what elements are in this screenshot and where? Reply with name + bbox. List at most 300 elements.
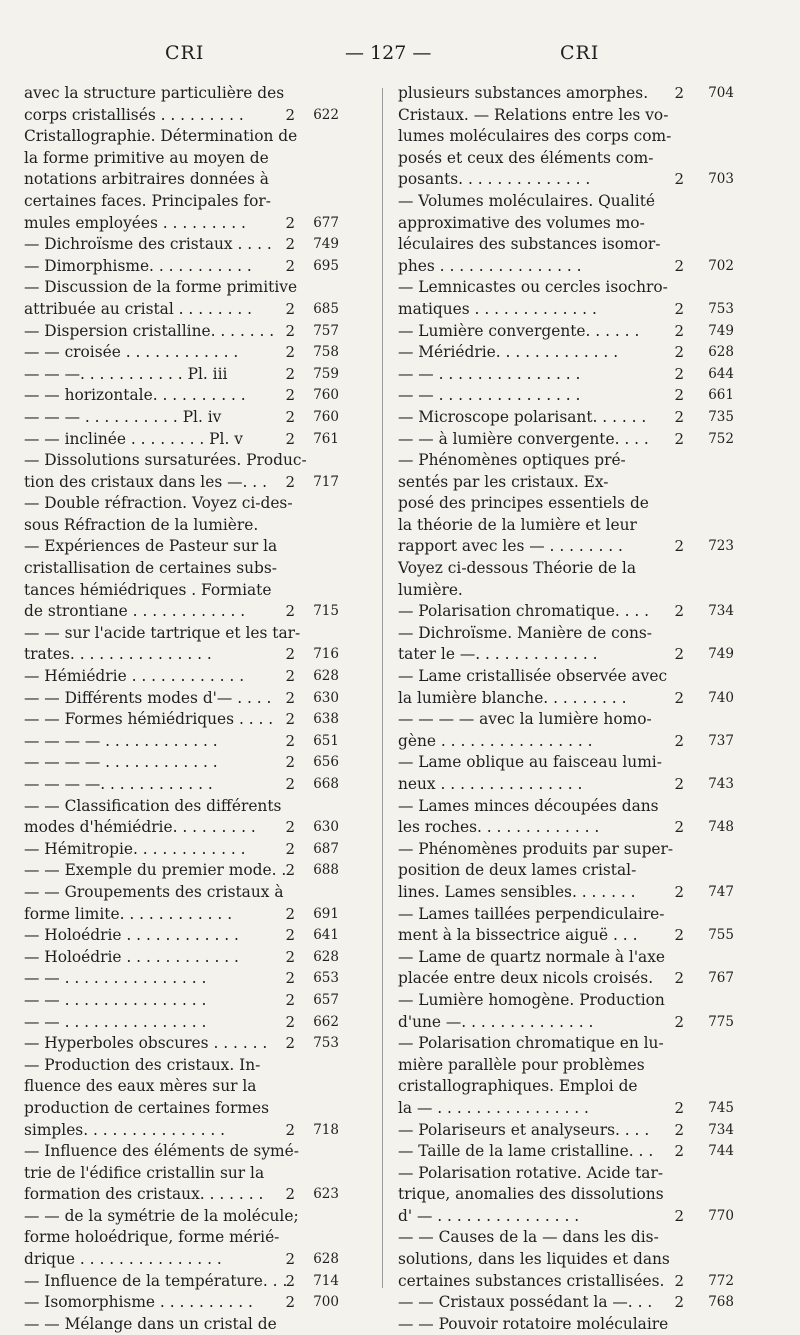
entry-text: tater le —. . . . . . . . . . . . .	[398, 645, 598, 664]
index-entry-line	[24, 321, 339, 343]
entry-text: — Lames minces découpées dans	[398, 796, 659, 815]
volume-number: 2	[285, 731, 295, 750]
index-entry-line	[398, 1098, 734, 1120]
page-reference: 716	[313, 646, 339, 663]
entry-text: — — Classification des différents	[24, 796, 282, 815]
entry-text: placée entre deux nicols croisés.	[398, 969, 654, 988]
index-entry-line	[398, 839, 734, 861]
index-entry-line	[24, 860, 339, 882]
entry-text: formation des cristaux. . . . . . .	[24, 1185, 264, 1204]
index-entry	[24, 774, 339, 796]
index-entry-line	[24, 105, 339, 127]
index-entry	[398, 321, 734, 343]
index-entry	[24, 450, 339, 493]
index-entry-line	[398, 148, 734, 170]
volume-number: 2	[285, 904, 295, 923]
entry-text: — Holoédrie . . . . . . . . . . . .	[24, 926, 239, 945]
entry-text: posés et ceux des éléments com-	[398, 148, 654, 167]
entry-text: — — — — avec la lumière homo-	[398, 710, 652, 729]
index-entry-line	[398, 1120, 734, 1142]
entry-text: — Dichroïsme des cristaux . . . .	[24, 235, 272, 254]
index-entry-line	[24, 580, 339, 602]
page-number: — 127 —	[345, 42, 432, 64]
page-reference: 723	[708, 538, 734, 555]
index-entry	[24, 429, 339, 451]
page-reference: 702	[708, 257, 734, 274]
page-reference: 704	[708, 85, 734, 101]
volume-number: 2	[285, 472, 295, 491]
index-entry	[24, 968, 339, 990]
index-entry-line	[398, 191, 734, 213]
index-entry-line	[398, 752, 734, 774]
index-entry-line	[398, 536, 734, 558]
page-reference: 747	[708, 883, 734, 900]
entry-text: — — Exemple du premier mode. .	[24, 861, 287, 880]
index-entry-line	[398, 1206, 734, 1228]
index-entry	[24, 1055, 339, 1141]
volume-number: 2	[285, 235, 295, 254]
volume-number: 2	[285, 256, 295, 275]
volume-number: 2	[674, 818, 684, 837]
page-reference: 770	[708, 1207, 734, 1224]
index-entry-line	[398, 882, 734, 904]
page-reference: 753	[313, 1035, 339, 1052]
left-column	[24, 83, 339, 1335]
index-entry-line	[24, 536, 339, 558]
entry-text: trates. . . . . . . . . . . . . . .	[24, 645, 212, 664]
index-entry-line	[398, 126, 734, 148]
entry-text: trie de l'édifice cristallin sur la	[24, 1163, 265, 1182]
volume-number: 2	[285, 602, 295, 621]
index-entry-line	[24, 450, 339, 472]
page-reference: 757	[313, 322, 339, 339]
page-reference: 656	[313, 754, 339, 771]
entry-text: — — . . . . . . . . . . . . . . .	[24, 969, 207, 988]
entry-text: — — sur l'acide tartrique et les tar-	[24, 623, 301, 642]
index-entry-line	[24, 601, 339, 623]
page-reference: 657	[313, 991, 339, 1008]
index-entry-line	[398, 860, 734, 882]
page-reference: 685	[313, 300, 339, 317]
entry-text: — Phénomènes produits par super-	[398, 839, 674, 858]
index-entry	[24, 407, 339, 429]
entry-text: — — — . . . . . . . . . . Pl. iv	[24, 407, 222, 426]
volume-number: 2	[285, 688, 295, 707]
entry-text: — — Causes de la — dans les dis-	[398, 1228, 659, 1247]
index-entry-line	[398, 644, 734, 666]
entry-text: — — Différents modes d'— . . . .	[24, 688, 272, 707]
index-entry	[24, 1141, 339, 1206]
entry-text: — — Formes hémiédriques . . . .	[24, 710, 274, 729]
index-entry-line	[398, 1227, 734, 1249]
index-entry	[24, 947, 339, 969]
volume-number: 2	[285, 1250, 295, 1269]
index-entry-line	[398, 385, 734, 407]
index-entry	[24, 709, 339, 731]
index-entry-line	[24, 925, 339, 947]
index-entry-line	[24, 904, 339, 926]
volume-number: 2	[285, 1120, 295, 1139]
index-entry	[24, 796, 339, 839]
index-entry	[24, 364, 339, 386]
entry-text: — Production des cristaux. In-	[24, 1055, 261, 1074]
index-entry	[398, 83, 734, 105]
volume-number: 2	[674, 84, 684, 102]
entry-text: — — horizontale. . . . . . . . . .	[24, 386, 246, 405]
volume-number: 2	[285, 321, 295, 340]
volume-number: 2	[674, 386, 684, 405]
entry-text: les roches. . . . . . . . . . . . .	[398, 818, 600, 837]
entry-text: léculaires des substances isomor-	[398, 235, 661, 254]
index-entry	[398, 839, 734, 904]
entry-text: avec la structure particulière des	[24, 84, 285, 102]
index-entry	[398, 947, 734, 990]
volume-number: 2	[285, 947, 295, 966]
index-entry	[24, 256, 339, 278]
index-entry-line	[24, 839, 339, 861]
index-entry-line	[24, 817, 339, 839]
index-entry	[398, 385, 734, 407]
volume-number: 2	[674, 429, 684, 448]
index-entry	[398, 796, 734, 839]
index-entry-line	[24, 990, 339, 1012]
volume-number: 2	[285, 818, 295, 837]
page-reference: 768	[708, 1294, 734, 1311]
entry-text: — Lame oblique au faisceau lumi-	[398, 753, 662, 772]
index-entry-line	[24, 666, 339, 688]
index-entry-line	[398, 169, 734, 191]
volume-number: 2	[285, 753, 295, 772]
page-reference: 740	[708, 689, 734, 706]
index-entry-line	[398, 1033, 734, 1055]
entry-text: drique . . . . . . . . . . . . . . .	[24, 1250, 222, 1269]
index-entry-line	[398, 1012, 734, 1034]
entry-text: — — . . . . . . . . . . . . . . .	[398, 386, 581, 405]
page-reference: 623	[313, 1186, 339, 1203]
entry-text: — Hémiédrie . . . . . . . . . . . .	[24, 667, 245, 686]
volume-number: 2	[285, 343, 295, 362]
index-entry-line	[398, 1292, 734, 1314]
page-reference: 628	[708, 344, 734, 361]
volume-number: 2	[285, 667, 295, 686]
index-entry-line	[24, 1033, 339, 1055]
index-entry	[398, 623, 734, 666]
entry-text: — Discussion de la forme primitive	[24, 278, 298, 297]
entry-text: cristallographiques. Emploi de	[398, 1077, 638, 1096]
page-reference: 628	[313, 1251, 339, 1268]
volume-number: 2	[674, 969, 684, 988]
index-entry-line	[398, 666, 734, 688]
index-entry-line	[24, 731, 339, 753]
entry-text: position de deux lames cristal-	[398, 861, 637, 880]
entry-text: — — . . . . . . . . . . . . . . .	[398, 364, 581, 383]
volume-number: 2	[674, 537, 684, 556]
index-entry-line	[398, 83, 734, 105]
page-reference: 691	[313, 905, 339, 922]
index-entry-line	[398, 342, 734, 364]
index-entry	[398, 904, 734, 947]
entry-text: — Lumière homogène. Production	[398, 990, 665, 1009]
index-entry-line	[398, 429, 734, 451]
entry-text: — — de la symétrie de la molécule;	[24, 1206, 299, 1225]
index-entry	[24, 277, 339, 320]
page-reference: 630	[313, 819, 339, 836]
volume-number: 2	[674, 645, 684, 664]
entry-text: — Microscope polarisant. . . . . .	[398, 407, 647, 426]
index-entry-line	[24, 947, 339, 969]
page-reference: 717	[313, 473, 339, 490]
index-entry-line	[24, 472, 339, 494]
volume-number: 2	[674, 1142, 684, 1161]
entry-text: gène . . . . . . . . . . . . . . . .	[398, 731, 593, 750]
index-entry	[24, 839, 339, 861]
index-entry-line	[398, 407, 734, 429]
volume-number: 2	[674, 321, 684, 340]
index-entry	[24, 385, 339, 407]
volume-number: 2	[285, 1271, 295, 1290]
page-reference: 677	[313, 214, 339, 231]
index-entry-line	[398, 623, 734, 645]
index-entry-line	[24, 148, 339, 170]
index-entry	[398, 1141, 734, 1163]
page-reference: 630	[313, 689, 339, 706]
entry-text: — — . . . . . . . . . . . . . . .	[24, 1012, 207, 1031]
entry-text: cristallisation de certaines subs-	[24, 559, 277, 578]
entry-text: — — Groupements des cristaux à	[24, 882, 284, 901]
volume-number: 2	[674, 299, 684, 318]
entry-text: phes . . . . . . . . . . . . . . .	[398, 256, 582, 275]
index-entry-line	[398, 493, 734, 515]
entry-text: lines. Lames sensibles. . . . . . .	[398, 882, 636, 901]
page-reference: 734	[708, 603, 734, 620]
page-reference: 775	[708, 1013, 734, 1030]
index-entry	[398, 450, 734, 558]
entry-text: — Influence de la température. . .	[24, 1271, 288, 1290]
index-entry	[398, 601, 734, 623]
entry-text: — Polariseurs et analyseurs. . . .	[398, 1120, 650, 1139]
entry-text: tion des cristaux dans les —. . .	[24, 472, 267, 491]
right-column	[398, 83, 734, 1335]
entry-text: de strontiane . . . . . . . . . . . .	[24, 602, 246, 621]
entry-text: sous Réfraction de la lumière.	[24, 515, 259, 534]
index-entry-line	[398, 925, 734, 947]
entry-text: — — à lumière convergente. . . .	[398, 429, 649, 448]
index-entry	[24, 666, 339, 688]
index-entry-line	[24, 364, 339, 386]
entry-text: — Polarisation chromatique. . . .	[398, 602, 650, 621]
index-entry	[24, 1012, 339, 1034]
page-reference: 760	[313, 387, 339, 404]
index-entry	[398, 342, 734, 364]
index-entry-line	[398, 234, 734, 256]
index-entry-line	[24, 882, 339, 904]
page-reference: 758	[313, 344, 339, 361]
volume-number: 2	[285, 1034, 295, 1053]
entry-text: — Dimorphisme. . . . . . . . . . .	[24, 256, 252, 275]
index-entry-line	[398, 601, 734, 623]
index-entry-line	[24, 385, 339, 407]
entry-text: — — Pouvoir rotatoire moléculaire	[398, 1314, 669, 1333]
index-entry-line	[24, 493, 339, 515]
page-reference: 641	[313, 927, 339, 944]
index-entry-line	[24, 1120, 339, 1142]
index-entry	[24, 1314, 339, 1335]
entry-text: modes d'hémiédrie. . . . . . . . .	[24, 818, 256, 837]
entry-text: — Holoédrie . . . . . . . . . . . .	[24, 947, 239, 966]
page-reference: 749	[708, 646, 734, 663]
entry-text: la — . . . . . . . . . . . . . . . .	[398, 1098, 589, 1117]
index-entry-line	[398, 1055, 734, 1077]
entry-text: simples. . . . . . . . . . . . . . .	[24, 1120, 226, 1139]
entry-text: — — Mélange dans un cristal de	[24, 1314, 277, 1333]
entry-text: ment à la bissectrice aiguë . . .	[398, 926, 638, 945]
entry-text: — — — — . . . . . . . . . . . .	[24, 753, 218, 772]
entry-text: — — Cristaux possédant la —. . .	[398, 1293, 653, 1312]
volume-number: 2	[285, 1185, 295, 1204]
entry-text: — — inclinée . . . . . . . . Pl. v	[24, 429, 243, 448]
entry-text: — Hémitropie. . . . . . . . . . . .	[24, 839, 246, 858]
entry-text: posé des principes essentiels de	[398, 494, 649, 513]
index-entry	[24, 342, 339, 364]
index-entry-line	[24, 752, 339, 774]
volume-number: 2	[674, 688, 684, 707]
page-reference: 668	[313, 776, 339, 792]
entry-text: — Volumes moléculaires. Qualité	[398, 191, 656, 210]
volume-number: 2	[674, 1293, 684, 1312]
entry-text: plusieurs substances amorphes.	[398, 84, 649, 102]
volume-number: 2	[674, 1206, 684, 1225]
index-entry	[398, 752, 734, 795]
index-entry-line	[24, 1271, 339, 1293]
index-entry-line	[24, 256, 339, 278]
index-entry-line	[398, 904, 734, 926]
entry-text: rapport avec les — . . . . . . . .	[398, 537, 623, 556]
entry-text: — Lame de quartz normale à l'axe	[398, 947, 666, 966]
index-entry-line	[24, 774, 339, 796]
entry-text: tances hémiédriques . Formiate	[24, 580, 272, 599]
volume-number: 2	[674, 256, 684, 275]
entry-text: — Lemnicastes ou cercles isochro-	[398, 278, 668, 297]
entry-text: sentés par les cristaux. Ex-	[398, 472, 609, 491]
index-entry	[24, 1033, 339, 1055]
entry-text: — Dissolutions sursaturées. Produc-	[24, 451, 307, 470]
entry-text: — Influence des éléments de symé-	[24, 1142, 299, 1161]
page-reference: 644	[708, 365, 734, 382]
index-entry	[24, 536, 339, 622]
page-reference: 759	[313, 365, 339, 382]
entry-text: — — croisée . . . . . . . . . . . .	[24, 343, 239, 362]
page-reference: 743	[708, 776, 734, 792]
page-reference: 628	[313, 948, 339, 965]
index-entry-line	[398, 1076, 734, 1098]
index-entry	[398, 1163, 734, 1228]
index-entry-line	[24, 342, 339, 364]
page-reference: 748	[708, 819, 734, 836]
entry-text: — — — —. . . . . . . . . . . .	[24, 775, 213, 793]
index-entry-line	[398, 688, 734, 710]
index-entry-line	[398, 256, 734, 278]
volume-number: 2	[285, 990, 295, 1009]
index-entry	[398, 105, 734, 191]
entry-text: trique, anomalies des dissolutions	[398, 1185, 664, 1204]
index-entry	[24, 860, 339, 882]
page-reference: 715	[313, 603, 339, 620]
index-entry-line	[398, 321, 734, 343]
index-entry	[24, 83, 339, 126]
index-entry-line	[24, 1227, 339, 1249]
volume-number: 2	[285, 1012, 295, 1031]
index-entry-line	[398, 1184, 734, 1206]
entry-text: — Lames taillées perpendiculaire-	[398, 904, 665, 923]
page-reference: 772	[708, 1272, 734, 1289]
index-entry-line	[24, 1141, 339, 1163]
index-entry	[398, 277, 734, 320]
page-reference: 687	[313, 840, 339, 857]
entry-text: — — . . . . . . . . . . . . . . .	[24, 990, 207, 1009]
entry-text: — Dispersion cristalline. . . . . . .	[24, 321, 275, 340]
entry-text: — Lumière convergente. . . . . .	[398, 321, 640, 340]
entry-text: mules employées . . . . . . . . .	[24, 213, 246, 232]
entry-text: Voyez ci-dessous Théorie de la	[398, 559, 637, 578]
index-entry	[398, 407, 734, 429]
entry-text: certaines substances cristallisées.	[398, 1271, 665, 1290]
index-entry-line	[398, 213, 734, 235]
entry-text: — Isomorphisme . . . . . . . . . .	[24, 1293, 253, 1312]
entry-text: la lumière blanche. . . . . . . . .	[398, 688, 627, 707]
index-entry-line	[24, 1314, 339, 1335]
volume-number: 2	[674, 1120, 684, 1139]
page-reference: 744	[708, 1143, 734, 1160]
index-entry-line	[398, 1271, 734, 1293]
entry-text: — Lame cristallisée observée avec	[398, 667, 668, 686]
entry-text: — Taille de la lame cristalline. . .	[398, 1142, 654, 1161]
index-entry-line	[398, 968, 734, 990]
index-entry-line	[24, 299, 339, 321]
volume-number: 2	[285, 407, 295, 426]
entry-text: lumière.	[398, 580, 463, 599]
index-entry	[24, 126, 339, 234]
index-entry	[24, 321, 339, 343]
index-entry-line	[398, 709, 734, 731]
index-entry	[24, 1292, 339, 1314]
volume-number: 2	[285, 710, 295, 729]
index-entry-line	[24, 1098, 339, 1120]
index-entry	[24, 990, 339, 1012]
entry-text: notations arbitraires données à	[24, 170, 269, 189]
entry-text: approximative des volumes mo-	[398, 213, 645, 232]
header-right-keyword: CRI	[560, 42, 600, 64]
index-entry-line	[24, 644, 339, 666]
page-reference: 761	[313, 430, 339, 447]
page-reference: 661	[708, 387, 734, 404]
volume-number: 2	[674, 170, 684, 189]
entry-text: Cristaux. — Relations entre les vo-	[398, 105, 669, 124]
volume-number: 2	[285, 861, 295, 880]
index-entry-line	[24, 1206, 339, 1228]
entry-text: forme limite. . . . . . . . . . . .	[24, 904, 233, 923]
page-reference: 688	[313, 862, 339, 879]
index-entry	[24, 752, 339, 774]
page-reference: 749	[708, 322, 734, 339]
entry-text: production de certaines formes	[24, 1098, 269, 1117]
index-entry	[24, 688, 339, 710]
volume-number: 2	[285, 969, 295, 988]
index-entry-line	[24, 709, 339, 731]
index-entry-line	[398, 472, 734, 494]
index-entry-line	[398, 558, 734, 580]
entry-text: — Mériédrie. . . . . . . . . . . . .	[398, 343, 619, 362]
index-entry	[24, 1206, 339, 1271]
